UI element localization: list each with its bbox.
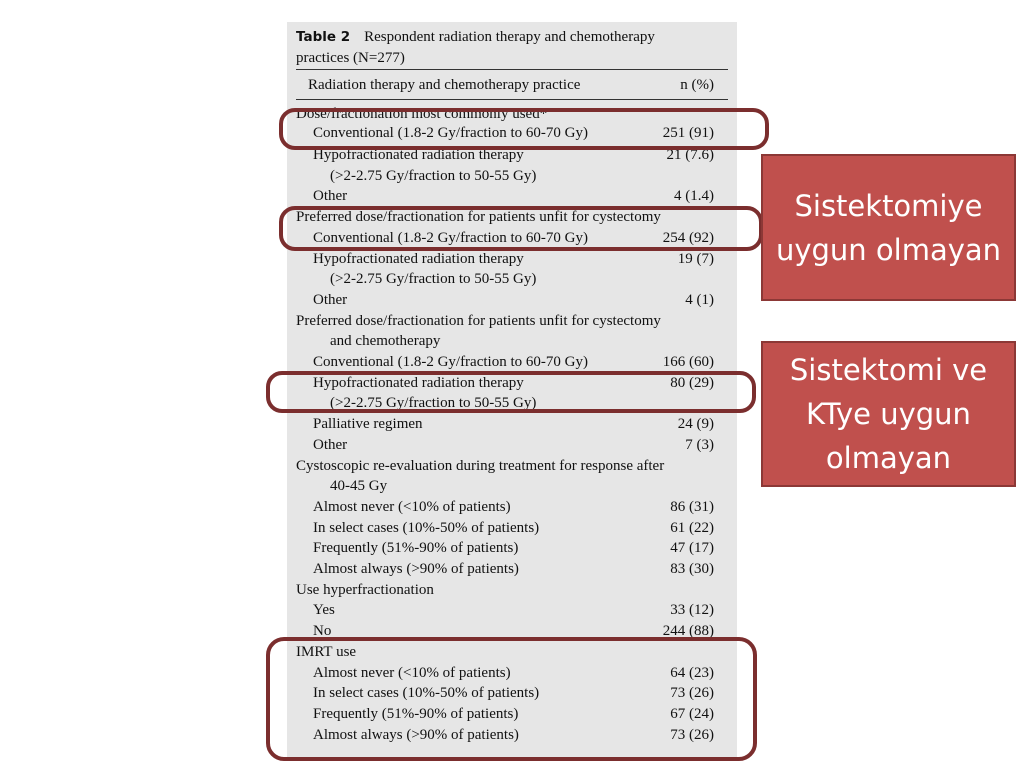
highlight-oval-imrt (266, 637, 757, 761)
header-bottom-rule (296, 99, 728, 100)
table-label: Table 2 (296, 29, 351, 45)
table-caption (296, 27, 728, 69)
callout-unfit-cystectomy-chemo (761, 341, 1016, 487)
table-title-line2: practices (N=277) (296, 50, 405, 66)
callout-unfit-cystectomy-text: Sistektomiye uygun olmayan (775, 188, 1002, 267)
table-title-line1: Respondent radiation therapy and chemotherapy (364, 29, 655, 45)
header-top-rule (296, 69, 728, 70)
header-practice: Radiation therapy and chemotherapy practice (308, 77, 581, 93)
callout-unfit-cystectomy-chemo-text: Sistektomi ve KTye uygun olmayan (789, 353, 988, 475)
callout-unfit-cystectomy (761, 154, 1016, 301)
highlight-oval-hypofractionated (266, 371, 756, 413)
header-n: n (%) (680, 77, 714, 93)
highlight-oval-conventional (279, 108, 769, 150)
highlight-oval-unfit-cystectomy (279, 206, 763, 251)
